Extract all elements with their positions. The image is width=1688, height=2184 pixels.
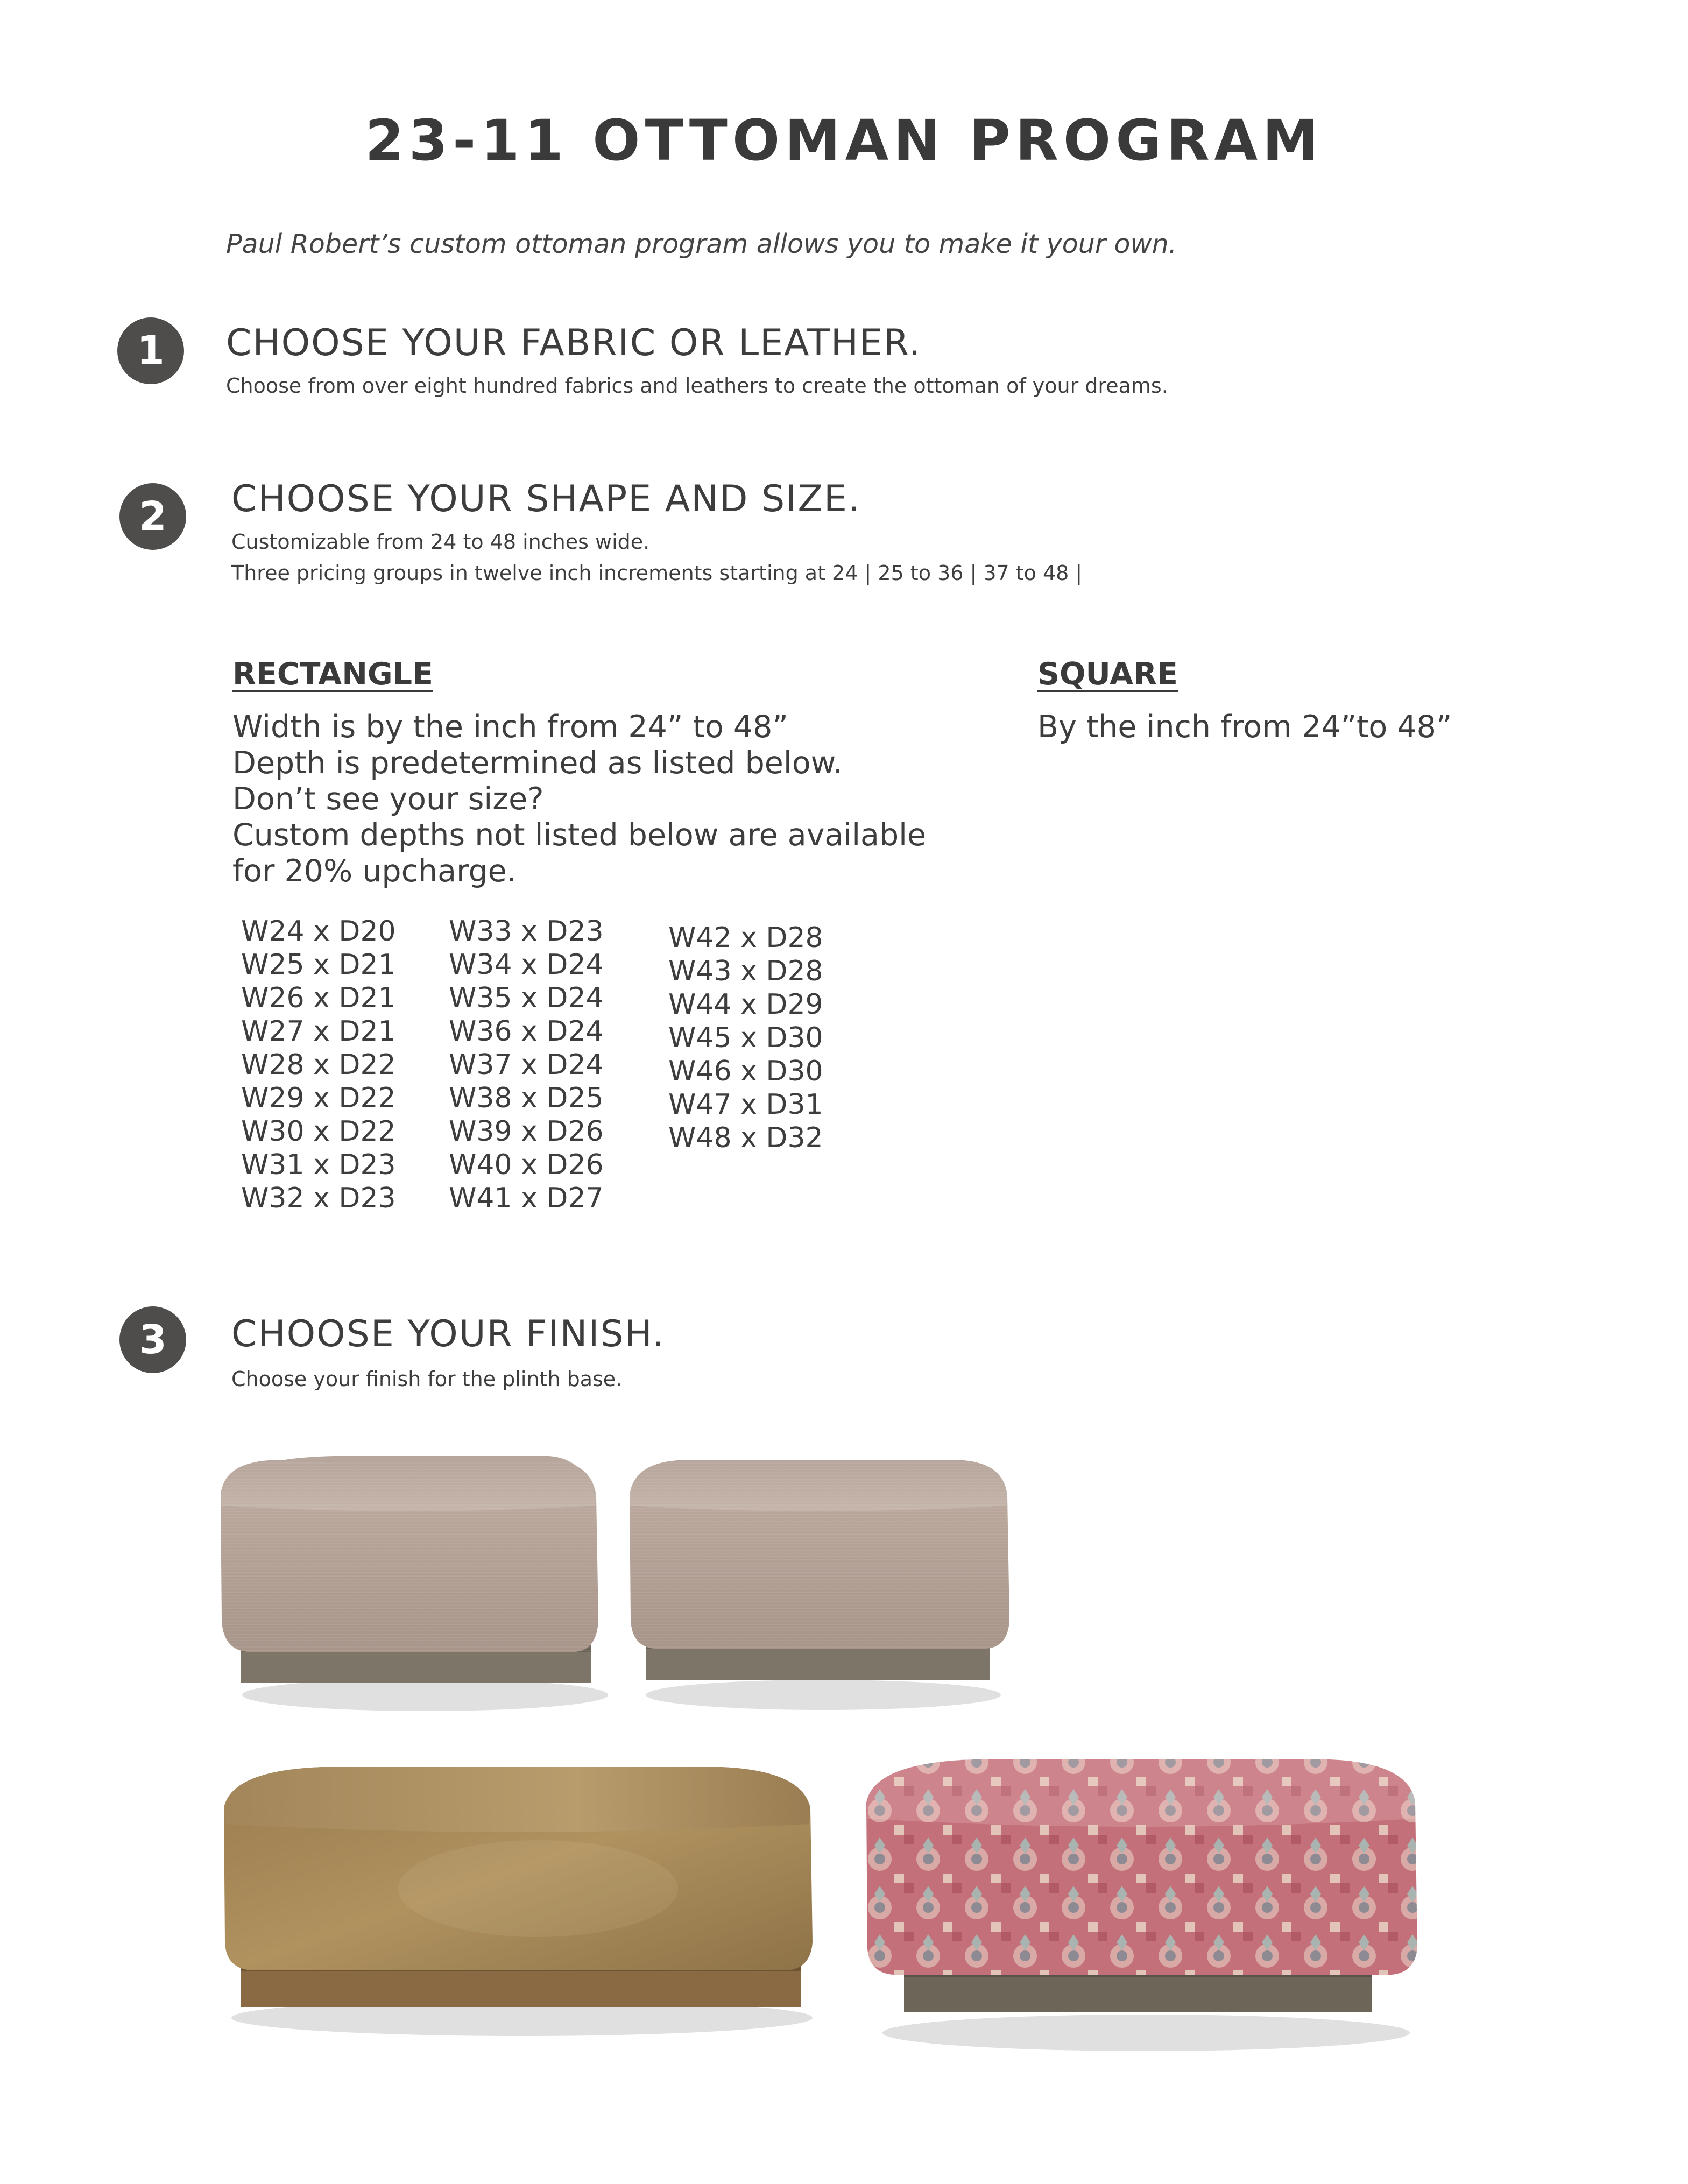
- size-item: W39 x D26: [449, 1115, 604, 1148]
- step-1-heading: CHOOSE YOUR FABRIC OR LEATHER.: [226, 322, 922, 364]
- beige-square-ottoman-image-2: [619, 1442, 1028, 1722]
- size-item: W27 x D21: [241, 1015, 396, 1048]
- size-item: W25 x D21: [241, 949, 396, 981]
- size-item: W41 x D27: [449, 1182, 604, 1214]
- step-3-badge: 3: [119, 1306, 186, 1373]
- size-list-column-2: [449, 915, 604, 1215]
- size-item: W43 x D28: [668, 955, 823, 987]
- size-item: W45 x D30: [668, 1022, 823, 1054]
- square-description: By the inch from 24”to 48”: [1037, 709, 1452, 745]
- size-item: W46 x D30: [668, 1055, 823, 1087]
- step-2-description-line-2: Three pricing groups in twelve inch increments starting at 24 | 25 to 36 | 37 to 48 |: [231, 561, 1083, 585]
- size-item: W29 x D22: [241, 1082, 396, 1114]
- rectangle-heading: RECTANGLE: [232, 656, 433, 692]
- size-item: W36 x D24: [449, 1015, 604, 1048]
- size-item: W32 x D23: [241, 1182, 396, 1214]
- leather-rectangle-ottoman-image: [215, 1749, 829, 2050]
- rectangle-line: Depth is predetermined as listed below.: [232, 745, 843, 781]
- size-item: W33 x D23: [449, 915, 604, 948]
- size-item: W42 x D28: [668, 922, 823, 954]
- step-2-badge: 2: [119, 483, 186, 550]
- square-heading: SQUARE: [1037, 656, 1178, 692]
- step-1-badge: 1: [117, 317, 184, 384]
- rectangle-line: Width is by the inch from 24” to 48”: [232, 709, 788, 745]
- beige-square-ottoman-image: [204, 1442, 624, 1722]
- rectangle-line: for 20% upcharge.: [232, 853, 517, 889]
- size-item: W28 x D22: [241, 1049, 396, 1081]
- size-item: W30 x D22: [241, 1115, 396, 1148]
- step-2-description-line-1: Customizable from 24 to 48 inches wide.: [231, 530, 650, 554]
- step-1-description: Choose from over eight hundred fabrics and leathers to create the ottoman of your dreams.: [226, 374, 1168, 398]
- rectangle-description: [232, 709, 926, 889]
- size-item: W31 x D23: [241, 1149, 396, 1181]
- size-item: W34 x D24: [449, 949, 604, 981]
- size-item: W38 x D25: [449, 1082, 604, 1114]
- size-item: W40 x D26: [449, 1149, 604, 1181]
- size-list-column-1: [241, 915, 396, 1215]
- size-item: W24 x D20: [241, 915, 396, 948]
- intro-text: Paul Robert’s custom ottoman program allows you to make it your own.: [226, 229, 1177, 259]
- step-3-heading: CHOOSE YOUR FINISH.: [231, 1313, 666, 1355]
- rectangle-line: Custom depths not listed below are available: [232, 817, 927, 853]
- step-2-heading: CHOOSE YOUR SHAPE AND SIZE.: [231, 478, 861, 520]
- size-item: W35 x D24: [449, 982, 604, 1014]
- rug-pattern-ottoman-image: [856, 1738, 1437, 2061]
- rectangle-line: Don’t see your size?: [232, 781, 544, 817]
- size-item: W44 x D29: [668, 988, 823, 1021]
- size-item: W48 x D32: [668, 1122, 823, 1154]
- step-3-description: Choose your finish for the plinth base.: [231, 1367, 623, 1391]
- size-item: W47 x D31: [668, 1089, 823, 1121]
- page-title: 23-11 OTTOMAN PROGRAM: [365, 108, 1323, 173]
- size-item: W26 x D21: [241, 982, 396, 1014]
- size-item: W37 x D24: [449, 1049, 604, 1081]
- size-list-column-3: [668, 921, 823, 1155]
